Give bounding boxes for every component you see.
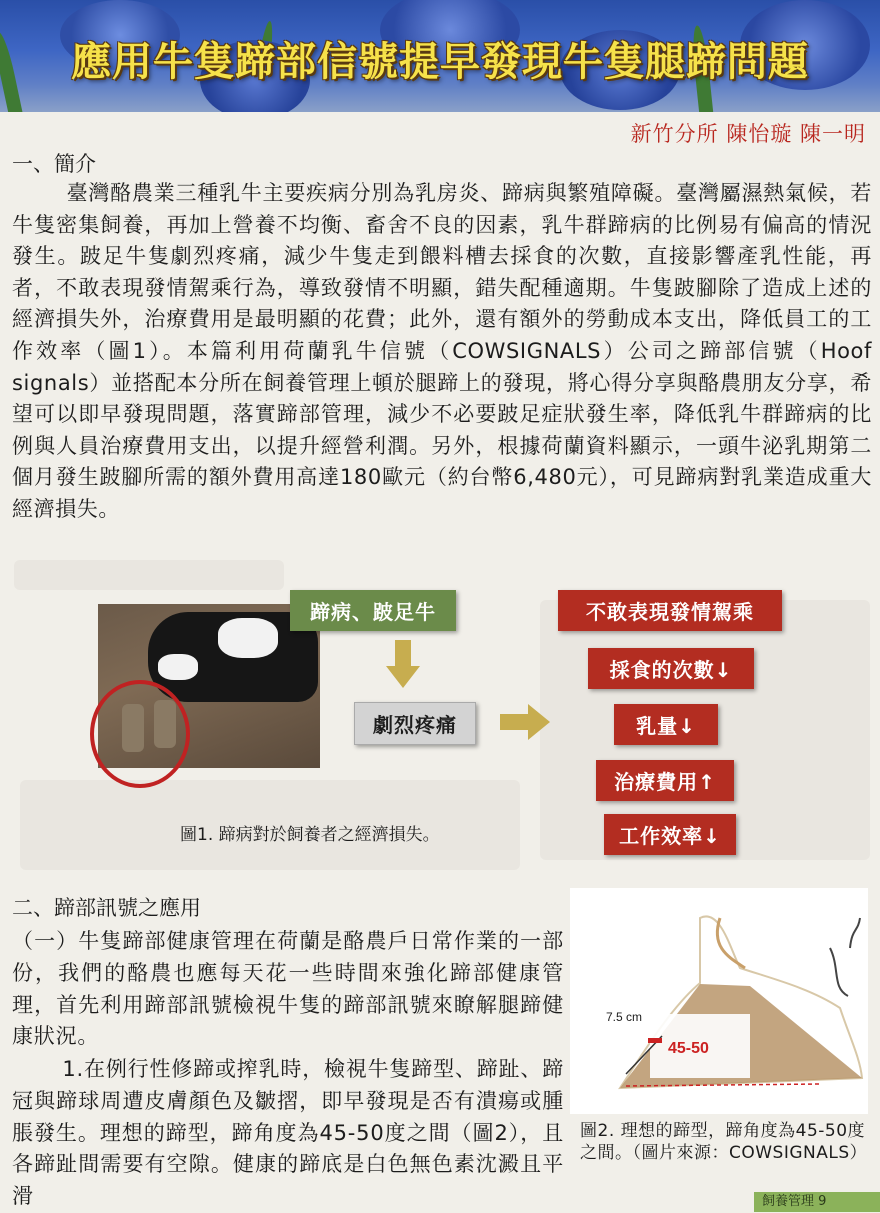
effect-box: 採食的次數↓ bbox=[588, 648, 754, 689]
effect-box: 治療費用↑ bbox=[596, 760, 734, 801]
figure1-caption: 圖1. 蹄病對於飼養者之經濟損失。 bbox=[180, 825, 440, 845]
effect-box: 工作效率↓ bbox=[604, 814, 736, 855]
page-title: 應用牛隻蹄部信號提早發現牛隻腿蹄問題 bbox=[71, 39, 809, 85]
footer-page-label: 飼養管理 9 bbox=[754, 1192, 880, 1212]
hoof-shape-illustration bbox=[570, 888, 868, 1114]
hoof-highlight-circle bbox=[90, 680, 190, 788]
cow-patch bbox=[158, 654, 198, 680]
cause-box-pain: 劇烈疼痛 bbox=[354, 702, 476, 745]
figure2-caption: 圖2. 理想的蹄型，蹄角度為45-50度之間。（圖片來源：COWSIGNALS） bbox=[580, 1121, 868, 1163]
effect-box: 乳量↓ bbox=[614, 704, 718, 745]
length-label: 7.5 cm bbox=[606, 1010, 643, 1024]
cow-patch bbox=[218, 618, 278, 658]
section-heading: 一、簡介 bbox=[12, 152, 96, 176]
title-banner bbox=[0, 0, 880, 112]
effect-box: 不敢表現發情駕乘 bbox=[558, 590, 782, 631]
down-arrow-icon bbox=[386, 640, 420, 688]
section2-paragraph: （一）牛隻蹄部健康管理在荷蘭是酪農戶日常作業的一部份，我們的酪農也應每天花一些時間來強化蹄部健康管理，首先利用蹄部訊號檢視牛隻的蹄部訊號來瞭解腿蹄健康狀況。 bbox=[12, 929, 564, 1049]
background-texture bbox=[14, 560, 284, 590]
section-heading: 二、蹄部訊號之應用 bbox=[12, 896, 201, 920]
right-arrow-icon bbox=[500, 704, 550, 740]
hoof-diagram bbox=[570, 888, 868, 1114]
angle-label: 45-50 bbox=[668, 1040, 709, 1057]
authors: 新竹分所 陳怡璇 陳一明 bbox=[630, 122, 866, 146]
section2-paragraph: 1.在例行性修蹄或搾乳時，檢視牛隻蹄型、蹄趾、蹄冠與蹄球周遭皮膚顏色及皺摺，即早發現是否有潰瘍或腫脹發生。理想的蹄型，蹄角度為45-50度之間（圖2），且各蹄趾間需要有空隙。健康的蹄底是白色無色素沈澱且平滑 bbox=[12, 1057, 564, 1209]
intro-paragraph: 臺灣酪農業三種乳牛主要疾病分別為乳房炎、蹄病與繁殖障礙。臺灣屬濕熱氣候，若牛隻密集飼養，再加上營養不均衡、畜舍不良的因素，乳牛群蹄病的比例易有偏高的情況發生。跛足牛隻劇烈疼痛，減少牛隻走到餵料槽去採食的次數，直接影響產乳性能，再者，不敢表現發情駕乘行為，導致發情不明顯，錯失配種適期。牛隻跛腳除了造成上述的經濟損失外，治療費用是最明顯的花費；此外，還有額外的勞動成本支出，降低員工的工作效率（圖1）。本篇利用荷蘭乳牛信號（COWSIGNALS）公司之蹄部信號（Hoof signals）並搭配本分所在飼養管理上頓於腿蹄上的發現，將心得分享與酪農朋友分享，希望可以即早發現問題，落實蹄部管理，減少不必要跛足症狀發生率，降低乳牛群蹄病的比例與人員治療費用支出，以提升經營利潤。另外，根據荷蘭資料顯示，一頭牛泌乳期第二個月發生跛腳所需的額外費用高達180歐元（約台幣6,480元），可見蹄病對乳業造成重大經濟損失。 bbox=[12, 181, 872, 521]
cause-box-lameness: 蹄病、跛足牛 bbox=[290, 590, 456, 631]
